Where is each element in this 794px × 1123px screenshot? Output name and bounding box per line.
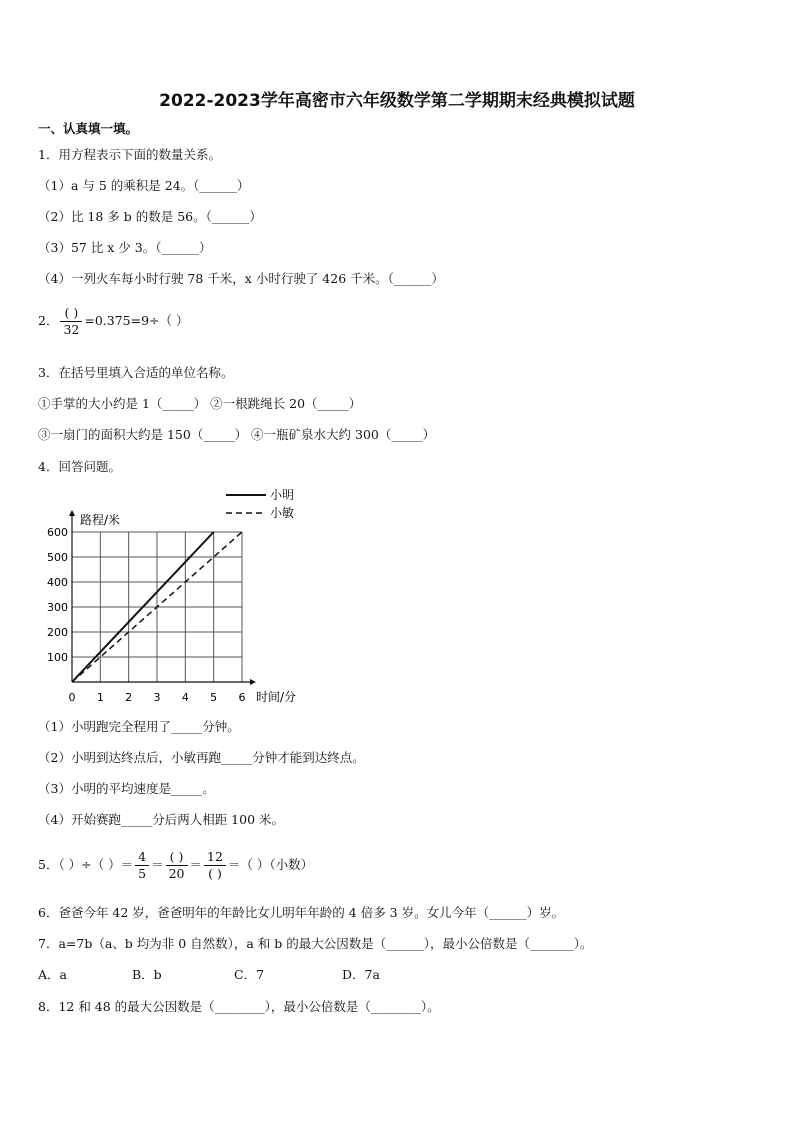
distance-time-chart (30, 482, 320, 710)
choice-d: D．7a (342, 967, 380, 982)
question-2-rest: =0.375=9÷（ ） (84, 313, 189, 328)
y-axis-arrow-icon (69, 510, 75, 516)
question-4-item: （4）开始赛跑_____分后两人相距 100 米。 (38, 812, 285, 827)
x-tick-label: 1 (96, 691, 104, 704)
x-tick-label: 4 (181, 691, 189, 704)
choice-a: A．a (38, 967, 67, 982)
page-title: 2022-2023学年高密市六年级数学第二学期期末经典模拟试题 (159, 91, 635, 111)
fraction-numerator: ( ) (60, 305, 82, 322)
fraction-denominator: 5 (138, 866, 147, 881)
question-5-tail: ＝（ ）（小数） (227, 857, 314, 872)
equals-sign: ＝ (189, 857, 203, 872)
question-1-stem: 1．用方程表示下面的数量关系。 (38, 147, 221, 162)
y-tick-label: 500 (47, 551, 68, 564)
x-axis-label: 时间/分 (256, 690, 297, 704)
question-7-stem: 7．a=7b（a、b 均为非 0 自然数），a 和 b 的最大公因数是（______），最小公倍数是（_______）。 (38, 936, 593, 951)
question-4-item: （1）小明跑完全程用了_____分钟。 (38, 719, 240, 734)
x-tick-label: 0 (68, 691, 76, 704)
choice-b: B．b (132, 967, 162, 982)
y-tick-label: 600 (47, 526, 68, 539)
question-1-item: （1）a 与 5 的乘积是 24。（______） (38, 178, 250, 193)
question-5-number: 5． (38, 857, 59, 872)
chart-legend (226, 488, 294, 520)
x-axis-arrow-icon (250, 679, 256, 685)
y-axis-label: 路程/米 (80, 513, 121, 527)
question-4-item: （3）小明的平均速度是_____。 (38, 781, 215, 796)
question-1-item: （2）比 18 多 b 的数是 56。（______） (38, 209, 262, 224)
legend-label: 小明 (270, 488, 295, 502)
choice-c: C．7 (234, 967, 265, 982)
question-2-fraction (60, 305, 82, 338)
x-tick-label: 3 (153, 691, 161, 704)
x-tick-label: 5 (210, 691, 218, 704)
fraction-blank-20 (166, 849, 188, 882)
x-tick-label: 6 (238, 691, 246, 704)
question-1-item: （4）一列火车每小时行驶 78 千米，x 小时行驶了 426 千米。（______） (38, 271, 444, 286)
question-6: 6．爸爸今年 42 岁，爸爸明年的年龄比女儿明年年龄的 4 倍多 3 岁。女儿今年（______）岁。 (38, 905, 565, 920)
fraction-numerator: 4 (135, 849, 149, 866)
legend-label: 小敏 (270, 506, 295, 520)
question-3-row: ③一扇门的面积大约是 150（_____） ④一瓶矿泉水大约 300（_____） (38, 427, 436, 442)
y-tick-label: 100 (47, 651, 68, 664)
x-tick-label: 2 (125, 691, 133, 704)
fraction-denominator: 32 (63, 322, 80, 337)
equals-sign: ＝ (151, 857, 164, 872)
question-5-lead: （ ）÷（ ）＝ (58, 857, 134, 872)
fraction-4-5 (135, 849, 149, 882)
fraction-denominator: ( ) (208, 866, 222, 881)
y-tick-label: 200 (47, 626, 68, 639)
fraction-numerator: 12 (204, 849, 226, 866)
fraction-numerator: ( ) (166, 849, 188, 866)
question-1-item: （3）57 比 x 少 3。（______） (38, 240, 212, 255)
question-5 (38, 849, 313, 882)
question-2 (38, 305, 189, 338)
question-3-row: ①手掌的大小约是 1（_____） ②一根跳绳长 20（_____） (38, 396, 362, 411)
chart-axes (69, 510, 256, 685)
fraction-denominator: 20 (168, 866, 185, 881)
question-3-stem: 3．在括号里填入合适的单位名称。 (38, 365, 234, 380)
section-heading: 一、认真填一填。 (38, 121, 139, 136)
question-7-choices (38, 966, 380, 984)
y-tick-label: 400 (47, 576, 68, 589)
question-8: 8．12 和 48 的最大公因数是（________），最小公倍数是（________）。 (38, 999, 440, 1014)
question-2-number: 2． (38, 313, 59, 328)
fraction-12-blank (204, 849, 226, 882)
y-tick-label: 300 (47, 601, 68, 614)
question-4-stem: 4．回答问题。 (38, 459, 121, 474)
question-4-item: （2）小明到达终点后，小敏再跑_____分钟才能到达终点。 (38, 750, 365, 765)
